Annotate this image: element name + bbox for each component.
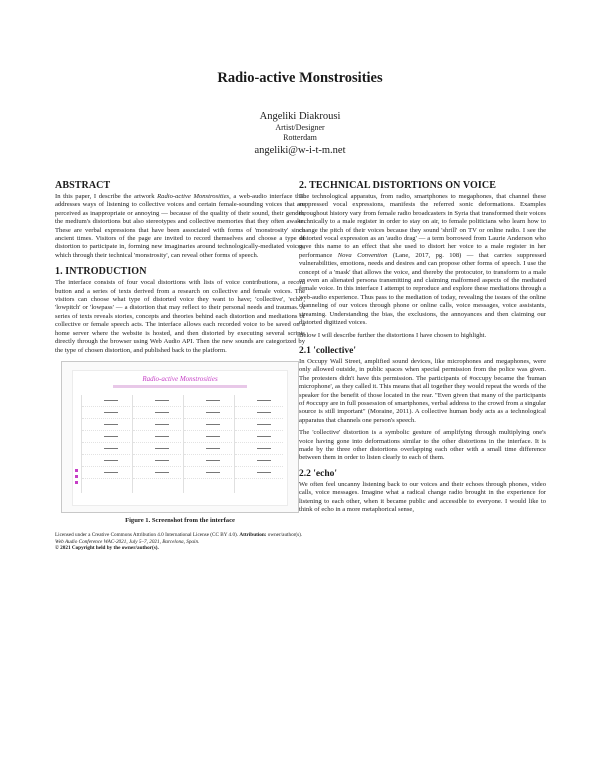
author-email[interactable]: angeliki@w-i-t-m.net: [254, 144, 346, 156]
interface-screenshot: [72, 370, 288, 506]
screenshot-list-lowpass: [234, 395, 283, 493]
paper-title: Radio-active Monstrosities: [217, 70, 383, 86]
screenshot-list-echo: [132, 395, 181, 493]
echo-heading: 2.2 'echo': [299, 468, 337, 479]
figure-caption: Figure 1. Screenshot from the interface: [125, 516, 235, 524]
author-block: [0, 112, 600, 156]
record-marker: [75, 469, 78, 472]
left-column: [55, 180, 305, 552]
collective-text: In Occupy Wall Street, amplified sound devices, like microphones and megaphones, were only allowed outside, in public spaces when special permission from the police was given. The protesters didn't have this permission. The participants of #occupy became the 'human microphone', as they called it. This means that all together they would repeat the words of the speaker for the benefit of those located in the rear. "Even given that many of the participants of #occupy are in full possession of smartphones, verbal address to the crowd from a singular source is still important" (Moraine, 2011). A collective human body acts as a technological apparatus that channels one person's speech.: [299, 357, 546, 424]
echo-text: We often feel uncanny listening back to our voices and their echoes through phones, video calls, voice messages. Imagine what a radical change radio brought in the experience for listening to each other, when it became public and accessible to everyone. I would like to think of echo in a more metaphorical sense,: [299, 480, 546, 513]
abstract-heading: ABSTRACT: [55, 180, 111, 191]
technical-text: The technological apparatus, from radio, smartphones to megaphones, that channel these suppressed vocal expressions, manifests the referred sonic deformations. Examples throughout history vary from female radio broadcasters in Syria that transformed their voices technically to a male register in order to stay on air, to female politicians who learn how to change the pitch of their voices because they sound 'shrill' on TV or online radio. I see the distorted vocal expression as an 'audio drag' — a term borrowed from Laurie Anderson who gave this name to an effect that she used to distort her voice to a male register in her performance Nova Convention (Lane, 2017, pg. 108) — that carries suppressed vulnerabilities, emotions, needs and desires and can propose other forms of speech. I use the concept of a 'mask' that allows the voice, and thereby the protocutor, to transform to a male or even an alienated persona transmitting and claiming malformed aspects of the mediated female voice. In this interface I attempt to reproduce and explore these mediations through a web-audio experience. Thus pass to the mediation of today, revealing the issues of the online channeling of our voices through phone or online calls, voice messages, voice assistants, streaming. Understanding the bias, the exclusions, the annoyances and then claiming our distorted digitized voices.: [299, 193, 547, 327]
screenshot-title: Radio-active Monstrosities: [142, 374, 218, 383]
collective-heading: 2.1 'collective': [299, 345, 356, 356]
screenshot-list-collective: [81, 395, 130, 493]
record-marker: [75, 481, 78, 484]
abstract-text: In this paper, I describe the artwork Radio-active Monstrosities, a web-audio interface that addresses ways of listening to collective voices and certain female-sounding voices that are perceived as inappropriate or annoying — because of the quality of their sound, their gender, the medium's distortions but also stereotypes and collective memories that they often awake. These are verbal expressions that have been associated with forms of 'monstrosity' since ancient times. Visitors of the page are invited to record themselves and choose a type of distortion to participate in, forming new imaginaries around technologically-mediated voices, which through their technical 'monstrosity', can reveal other forms of speech.: [55, 193, 305, 259]
introduction-heading: 1. INTRODUCTION: [55, 266, 147, 278]
screenshot-subtitle-bar: [113, 385, 247, 388]
author-city: Rotterdam: [283, 133, 317, 142]
right-column: [299, 180, 546, 518]
author-role: Artist/Designer: [275, 122, 325, 132]
license-note: Licensed under a Creative Commons Attribution 4.0 International License (CC BY 4.0). Attribution: owner/author(s).: [55, 531, 303, 538]
conference-note: Web Audio Conference WAC-2021, July 5–7, 2021, Barcelona, Spain.: [55, 538, 200, 545]
technical-heading: 2. TECHNICAL DISTORTIONS ON VOICE: [299, 180, 496, 191]
screenshot-list-lowpitch: [183, 395, 232, 493]
record-marker: [75, 475, 78, 478]
collective-text-2: The 'collective' distortion is a symbolic gesture of amplifying through multiplying one's voice having gone into deformations similar to the other distortions in the interface. It is made by the three other distortions overlapping each other with a small time difference between them in order to listen clearly to each of them.: [299, 429, 546, 462]
introduction-text: The interface consists of four vocal distortions with lists of voice contributions, a record button and a series of texts derived from a research on collective and female voices. The visitors can choose what type of distorted voice they want to have; 'collective', 'echo', 'lowpitch' or 'lowpass' — a distortion that may reflect to their personal needs and traumas. A series of texts reveals stories, concepts and theories behind each distortion and mediations of collective or female speech acts. The interface allows each recorded voice to be saved on a home server where the website is hosted, and then distorted by executing several scripts directly through the browser using Web Audio API. Then the new sounds are categorized by the type of chosen distortion, and published back to the platform.: [55, 279, 305, 354]
copyright-note: © 2021 Copyright held by the owner/author(s).: [55, 545, 159, 552]
author-name: Angeliki Diakrousi: [259, 111, 341, 122]
technical-text-2: Below I will describe further the distortions I have chosen to highlight.: [299, 331, 487, 339]
figure-screenshot: [61, 361, 299, 513]
